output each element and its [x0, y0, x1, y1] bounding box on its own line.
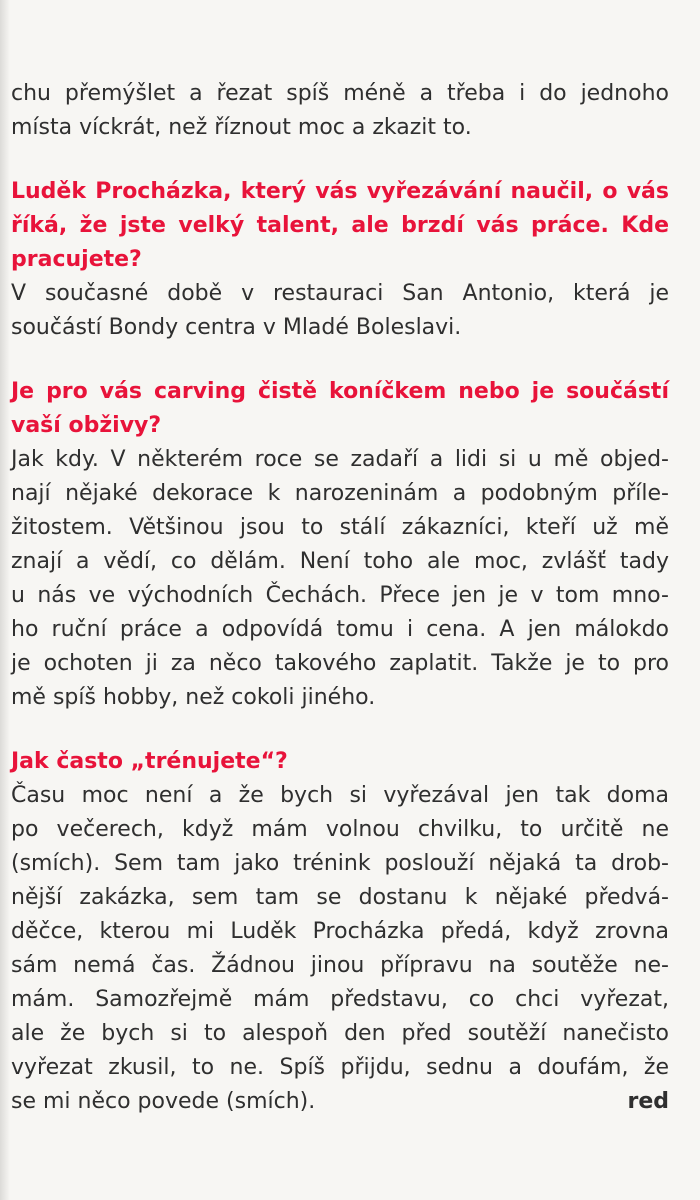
text-line: sám nemá čas. Žádnou jinou přípravu na soutěže ne- [11, 953, 669, 978]
page-gutter-shadow [0, 0, 10, 1200]
text-line: ale že bych si to alespoň den před soutěží nanečisto [11, 1021, 669, 1046]
text-line: místa víckrát, než říznout moc a zkazit to. [11, 115, 472, 140]
text-line: po večerech, když mám volnou chvilku, to určitě ne [11, 817, 669, 842]
text-line: chu přemýšlet a řezat spíš méně a třeba i do jednoho [11, 81, 669, 106]
text-line: znají a vědí, co dělám. Není toho ale moc, zvlášť tady [11, 549, 669, 574]
question-line: pracujete? [11, 247, 142, 272]
question-paragraph [11, 175, 669, 277]
text-line: je ochoten ji za něco takového zaplatit. Takže je to pro [11, 651, 669, 676]
text-line: Jak kdy. V některém roce se zadaří a lidi si u mě objed- [11, 447, 669, 472]
interview-text [11, 77, 669, 1119]
text-line: Času moc není a že bych si vyřezával jen tak doma [11, 783, 669, 808]
answer-paragraph [11, 277, 669, 345]
text-line: ho ruční práce a odpovídá tomu i cena. A jen málokdo [11, 617, 669, 642]
question-line: vaší obživy? [11, 413, 162, 438]
text-line: mě spíš hobby, než cokoli jiného. [11, 685, 376, 710]
question-paragraph [11, 745, 669, 779]
text-line: děčce, kterou mi Luděk Procházka předá, když zrovna [11, 919, 669, 944]
text-line: součástí Bondy centra v Mladé Boleslavi. [11, 315, 462, 340]
question-line: Je pro vás carving čistě koníčkem nebo je součástí [11, 379, 669, 404]
question-line: říká, že jste velký talent, ale brzdí vás práce. Kde [11, 213, 669, 238]
text-line: nější zakázka, sem tam se dostanu k nějaké předvá- [11, 885, 669, 910]
answer-paragraph [11, 443, 669, 715]
question-line: Jak často „trénujete“? [11, 749, 288, 774]
answer-paragraph [11, 77, 669, 145]
text-line: nají nějaké dekorace k narozeninám a podobným příle- [11, 481, 669, 506]
text-line: mám. Samozřejmě mám představu, co chci vyřezat, [11, 987, 669, 1012]
question-line: Luděk Procházka, který vás vyřezávání naučil, o vás [11, 179, 669, 204]
text-line: V současné době v restauraci San Antonio, která je [11, 281, 669, 306]
text-line: žitostem. Většinou jsou to stálí zákazníci, kteří už mě [11, 515, 669, 540]
text-line: u nás ve východních Čechách. Přece jen je v tom mno- [11, 583, 669, 608]
text-line: (smích). Sem tam jako trénink poslouží nějaká ta drob- [11, 851, 669, 876]
answer-paragraph [11, 779, 669, 1119]
text-line: se mi něco povede (smích). [11, 1089, 316, 1114]
author-signature: red [627, 1089, 669, 1114]
question-paragraph [11, 375, 669, 443]
text-line: vyřezat zkusil, to ne. Spíš přijdu, sednu a doufám, že [11, 1055, 669, 1080]
